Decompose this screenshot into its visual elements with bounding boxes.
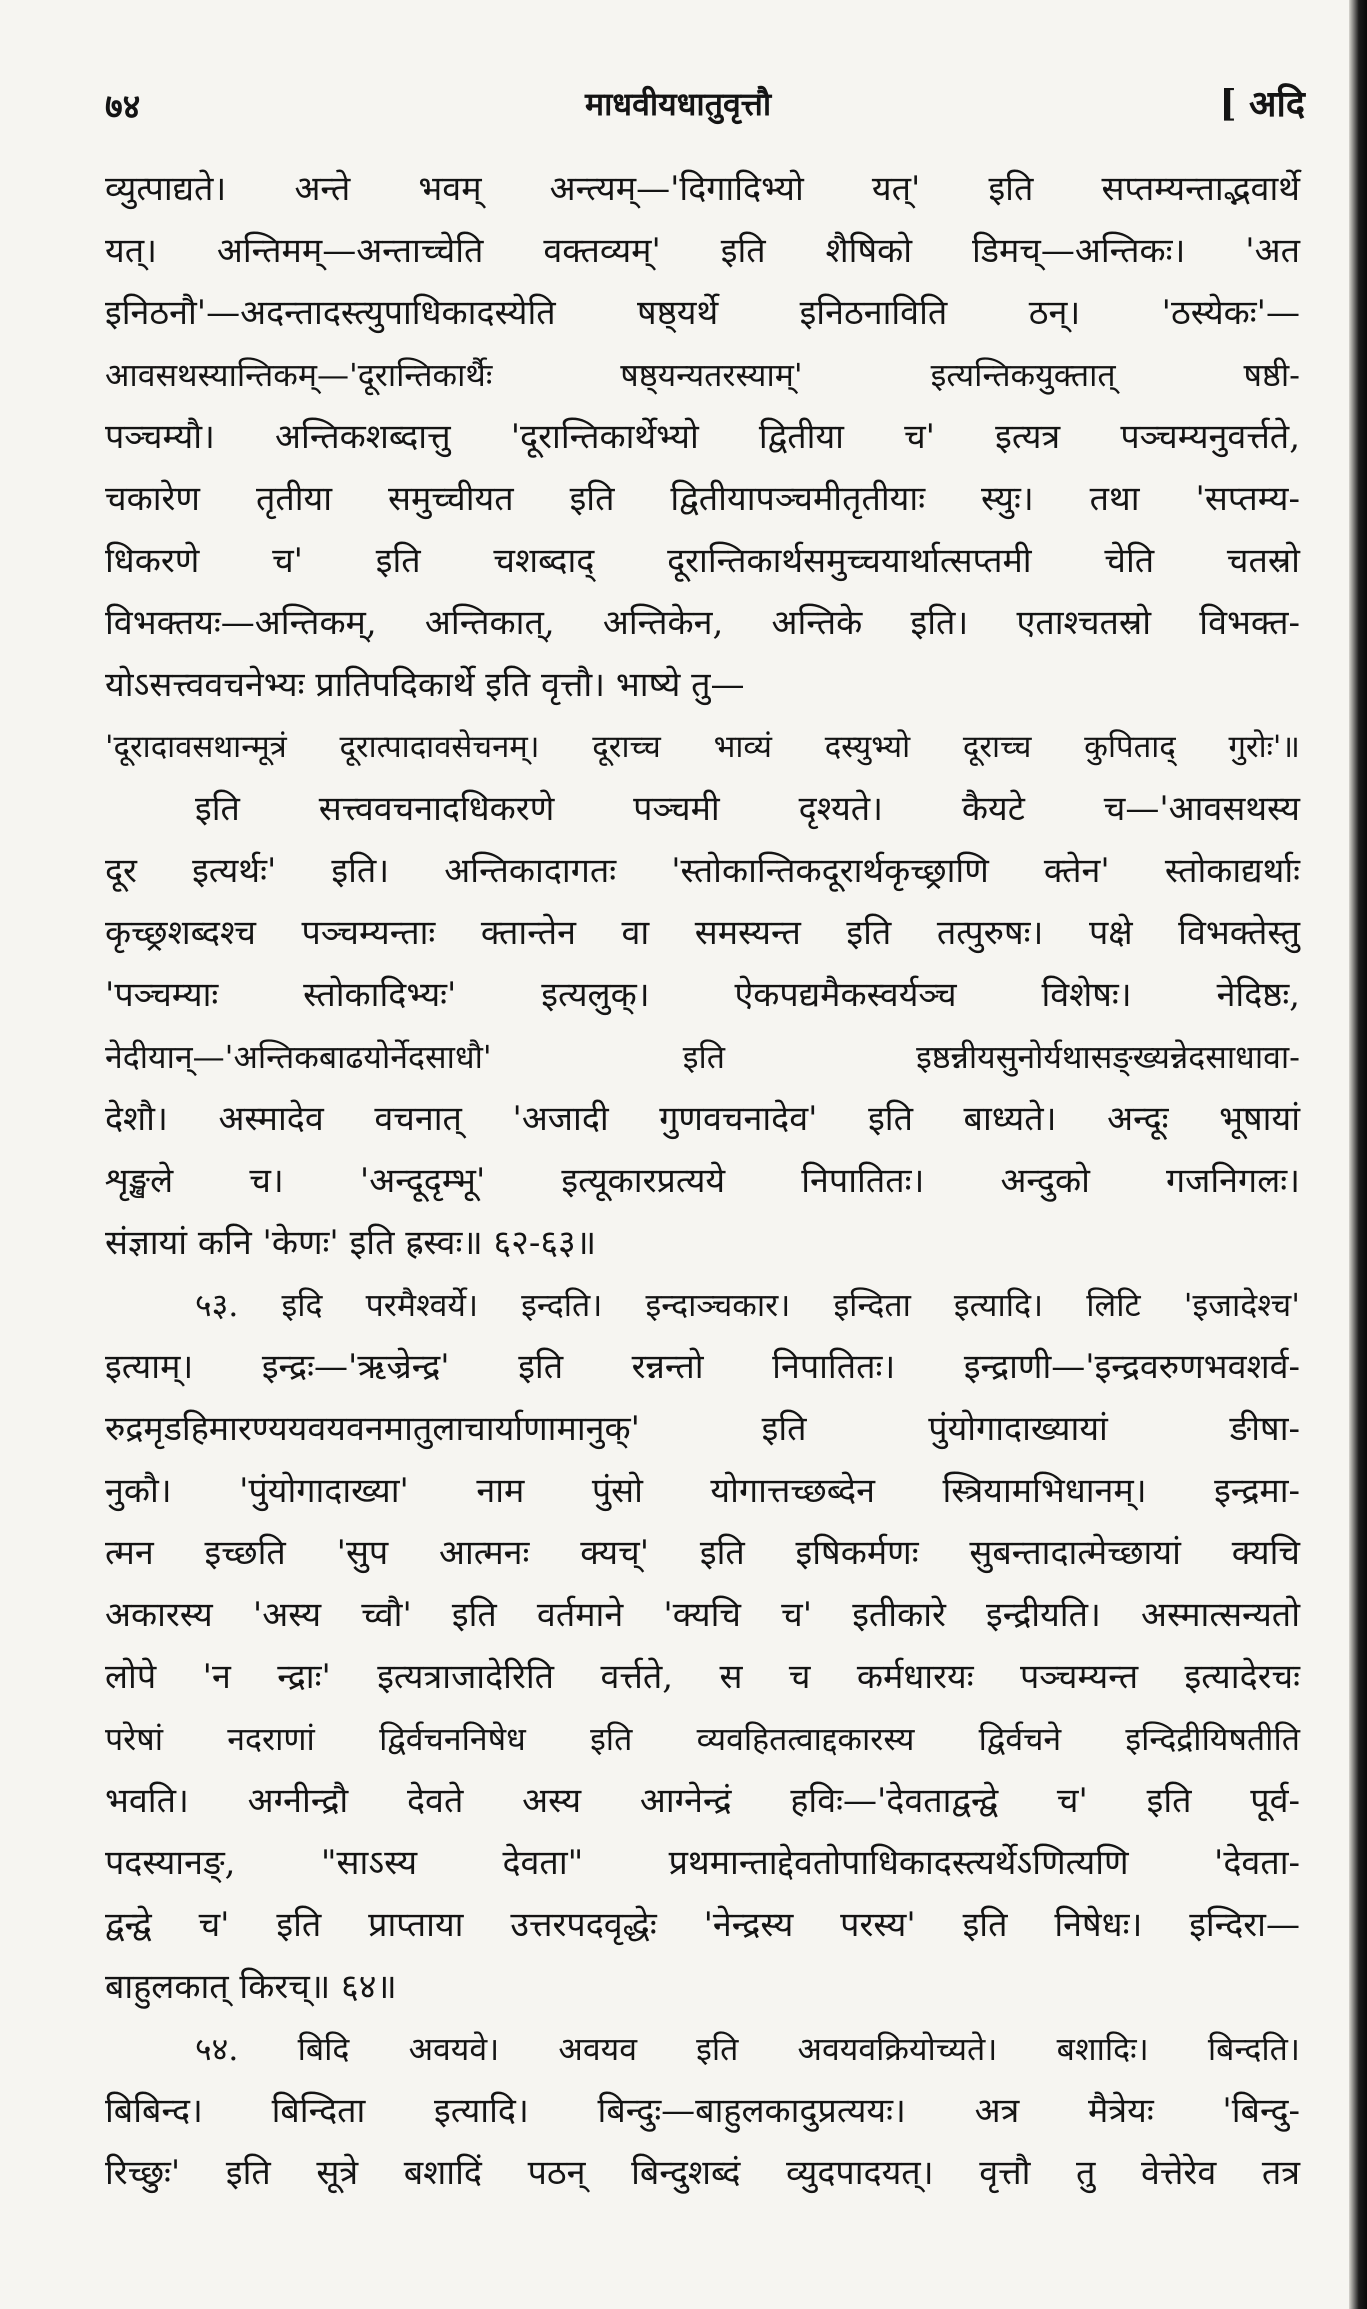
- text-line: भवति। अग्नीन्द्रौ देवते अस्य आग्नेन्द्रं हविः—'देवताद्वन्द्वे च' इति पूर्व-: [105, 1781, 1300, 1821]
- text-line: बिबिन्द। बिन्दिता इत्यादि। बिन्दुः—बाहुलकादुप्रत्ययः। अत्र मैत्रेयः 'बिन्दु-: [105, 2091, 1300, 2131]
- text-line: नुकौ। 'पुंयोगादाख्या' नाम पुंसो योगात्तच्छब्देन स्त्रियामभिधानम्। इन्द्रमा-: [105, 1471, 1300, 1511]
- text-line: त्मन इच्छति 'सुप आत्मनः क्यच्' इति इषिकर्मणः सुबन्तादात्मेच्छायां क्यचि: [105, 1533, 1300, 1573]
- body-text: [105, 158, 1300, 2204]
- text-line: धिकरणे च' इति चशब्दाद् दूरान्तिकार्थसमुच्चयार्थात्सप्तमी चेति चतस्रो: [105, 541, 1300, 581]
- text-line: इनिठनौ'—अदन्तादस्त्युपाधिकादस्येति षष्ठ्यर्थे इनिठनाविति ठन्। 'ठस्येकः'—: [105, 293, 1300, 333]
- entry-53-start: ५३. इदि परमैश्वर्ये। इन्दति। इन्दाञ्चकार। इन्दिता इत्यादि। लिटि 'इजादेश्च': [195, 1286, 1300, 1324]
- text-line: नेदीयान्—'अन्तिकबाढयोर्नेदसाधौ' इति इष्ठन्नीयसुनोर्यथासङ्ख्यन्नेदसाधावा-: [105, 1038, 1300, 1076]
- text-line: लोपे 'न न्द्राः' इत्यत्राजादेरिति वर्त्तते, स च कर्मधारयः पञ्चम्यन्त इत्यादेरचः: [105, 1657, 1300, 1697]
- text-line: रिच्छुः' इति सूत्रे बशादिं पठन् बिन्दुशब्दं व्युदपादयत्। वृत्तौ तु वेत्तेरेव तत्र: [105, 2153, 1300, 2193]
- text-line: पञ्चम्यौ। अन्तिकशब्दात्तु 'दूरान्तिकार्थेभ्यो द्वितीया च' इत्यत्र पञ्चम्यनुवर्त्तते,: [105, 417, 1300, 457]
- verse-line: 'दूरादावसथान्मूत्रं दूरात्पादावसेचनम्। दूराच्च भाव्यं दस्युभ्यो दूराच्च कुपिताद् गुरोः'॥: [105, 729, 1300, 765]
- text-line: शृङ्खले च। 'अन्दूदृम्भू' इत्यूकारप्रत्यये निपातितः। अन्दुको गजनिगलः।: [105, 1161, 1300, 1201]
- text-line: द्वन्द्वे च' इति प्राप्ताया उत्तरपदवृद्धेः 'नेन्द्रस्य परस्य' इति निषेधः। इन्दिरा—: [105, 1905, 1300, 1945]
- text-line: इत्याम्। इन्द्रः—'ऋज्रेन्द्र' इति रन्नन्तो निपातितः। इन्द्राणी—'इन्द्रवरुणभवशर्व-: [105, 1347, 1300, 1387]
- text-line: पदस्यानङ्, "साऽस्य देवता" प्रथमान्ताद्देवतोपाधिकादस्त्यर्थेऽणित्यणि 'देवता-: [105, 1843, 1300, 1883]
- text-line: व्युत्पाद्यते। अन्ते भवम् अन्त्यम्—'दिगादिभ्यो यत्' इति सप्तम्यन्ताद्भवार्थे: [105, 169, 1300, 209]
- entry-54-start: ५४. बिदि अवयवे। अवयव इति अवयवक्रियोच्यते। बशादिः। बिन्दति।: [195, 2030, 1300, 2068]
- text-line: योऽसत्त्ववचनेभ्यः प्रातिपदिकार्थे इति वृत्तौ। भाष्ये तु—: [105, 665, 745, 705]
- text-line: दूर इत्यर्थः' इति। अन्तिकादागतः 'स्तोकान्तिकदूरार्थकृच्छ्राणि क्तेन' स्तोकाद्यर्थाः: [105, 851, 1300, 891]
- text-line: बाहुलकात् किरच्॥ ६४॥: [105, 1967, 397, 2007]
- text-line: इति सत्त्ववचनादधिकरणे पञ्चमी दृश्यते। कैयटे च—'आवसथस्य: [195, 789, 1300, 829]
- text-line: परेषां नदराणां द्विर्वचननिषेध इति व्यवहितत्वाद्दकारस्य द्विर्वचने इन्दिद्रीयिषतीति: [105, 1720, 1300, 1758]
- text-line: यत्। अन्तिमम्—अन्ताच्चेति वक्तव्यम्' इति शैषिको डिमच्—अन्तिकः। 'अत: [105, 231, 1300, 271]
- page-edge-shadow: [1349, 0, 1367, 2309]
- text-line: कृच्छ्रशब्दश्च पञ्चम्यन्ताः क्तान्तेन वा समस्यन्त इति तत्पुरुषः। पक्षे विभक्तेस्तु: [105, 913, 1300, 953]
- text-line: 'पञ्चम्याः स्तोकादिभ्यः' इत्यलुक्। ऐकपद्यमैकस्वर्यञ्च विशेषः। नेदिष्ठः,: [105, 975, 1300, 1015]
- text-line: चकारेण तृतीया समुच्चीयत इति द्वितीयापञ्चमीतृतीयाः स्युः। तथा 'सप्तम्य-: [105, 479, 1300, 519]
- page-header: [105, 82, 1305, 138]
- text-line: अकारस्य 'अस्य च्वौ' इति वर्तमाने 'क्यचि च' इतीकारे इन्द्रीयति। अस्मात्सन्यतो: [105, 1595, 1300, 1635]
- text-line: रुद्रमृडहिमारण्ययवयवनमातुलाचार्याणामानुक्' इति पुंयोगादाख्यायां ङीषा-: [105, 1409, 1300, 1449]
- text-line: संज्ञायां कनि 'केणः' इति ह्रस्वः॥ ६२-६३॥: [105, 1223, 597, 1263]
- text-line: देशौ। अस्मादेव वचनात् 'अजादी गुणवचनादेव' इति बाध्यते। अन्दूः भूषायां: [105, 1099, 1300, 1139]
- page-number: ७४: [105, 87, 141, 127]
- running-title: माधवीयधातुवृत्तौ: [585, 85, 772, 123]
- text-line: आवसथस्यान्तिकम्—'दूरान्तिकार्थैः षष्ठ्यन्यतरस्याम्' इत्यन्तिकयुक्तात् षष्ठी-: [105, 356, 1300, 394]
- text-line: विभक्तयः—अन्तिकम्, अन्तिकात्, अन्तिकेन, अन्तिके इति। एताश्चतस्रो विभक्त-: [105, 603, 1300, 643]
- section-heading: [ अदि: [1219, 83, 1305, 125]
